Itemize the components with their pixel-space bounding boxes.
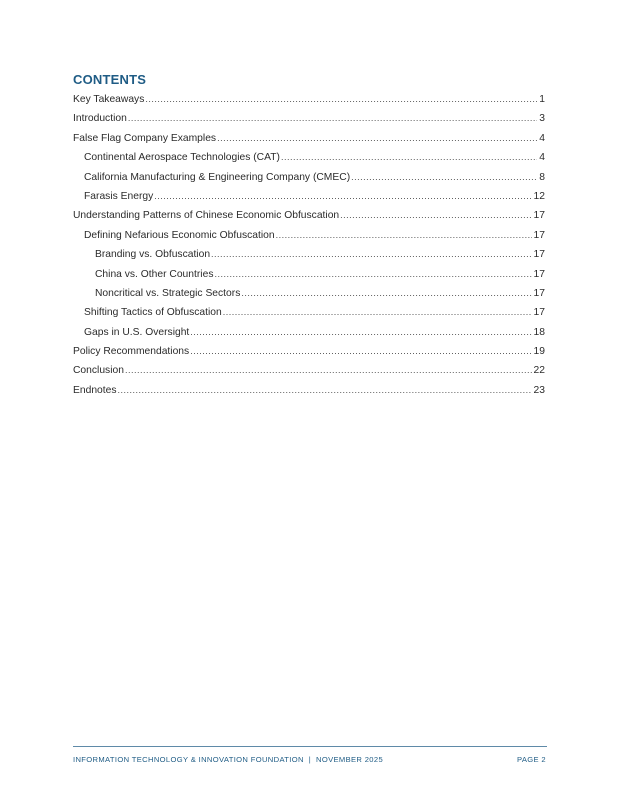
toc-entry-page: 18 [533, 326, 545, 338]
dot-leader [145, 90, 537, 109]
toc-entry-label: Defining Nefarious Economic Obfuscation [84, 229, 275, 241]
toc-entry-label: Understanding Patterns of Chinese Economic Obfuscation [73, 210, 340, 222]
dot-leader [154, 187, 531, 206]
toc-entry-label: Continental Aerospace Technologies (CAT) [84, 152, 280, 164]
toc-entry-gaps-oversight[interactable] [73, 323, 545, 342]
dot-leader [223, 303, 532, 322]
toc-entry-page: 23 [533, 384, 545, 396]
toc-entry-page: 22 [533, 365, 545, 377]
toc-entry-label: Endnotes [73, 384, 117, 396]
toc-entry-branding[interactable] [73, 245, 545, 264]
toc-entry-page: 3 [539, 113, 545, 125]
toc-entry-label: Conclusion [73, 365, 124, 377]
toc-entry-label: False Flag Company Examples [73, 132, 217, 144]
toc-entry-label: Key Takeaways [73, 94, 145, 105]
toc-entry-label: Noncritical vs. Strategic Sectors [95, 287, 241, 299]
toc-entry-page: 4 [539, 152, 545, 164]
toc-entry-label: Shifting Tactics of Obfuscation [84, 307, 222, 319]
dot-leader [276, 226, 532, 245]
dot-leader [190, 323, 531, 342]
dot-leader [118, 381, 532, 400]
dot-leader [340, 206, 531, 225]
footer-divider [73, 746, 547, 747]
toc-entry-label: Branding vs. Obfuscation [95, 249, 211, 261]
dot-leader [211, 245, 531, 264]
toc-entry-farasis[interactable] [73, 187, 545, 206]
contents-heading: CONTENTS [73, 72, 147, 87]
toc-entry-page: 17 [533, 249, 545, 261]
toc-entry-endnotes[interactable] [73, 381, 545, 400]
dot-leader [217, 129, 537, 148]
footer-page-number: PAGE 2 [517, 755, 546, 764]
toc-entry-policy-recommendations[interactable] [73, 342, 545, 361]
dot-leader [214, 265, 531, 284]
toc-entry-page: 17 [533, 307, 545, 319]
dot-leader [190, 342, 531, 361]
toc-entry-cat[interactable] [73, 148, 545, 167]
toc-entry-page: 1 [539, 94, 545, 105]
toc-entry-label: Policy Recommendations [73, 346, 190, 358]
toc-entry-label: California Manufacturing & Engineering Company (CMEC) [84, 171, 351, 183]
toc-entry-false-flag-examples[interactable] [73, 129, 545, 148]
toc-entry-shifting-tactics[interactable] [73, 303, 545, 322]
toc-entry-label: Farasis Energy [84, 190, 154, 202]
toc-entry-label: Gaps in U.S. Oversight [84, 326, 190, 338]
toc-entry-page: 17 [533, 268, 545, 280]
toc-entry-page: 8 [539, 171, 545, 183]
toc-entry-understanding-patterns[interactable] [73, 206, 545, 225]
toc-entry-page: 17 [533, 229, 545, 241]
footer-publisher: INFORMATION TECHNOLOGY & INNOVATION FOUNDATION | NOVEMBER 2025 [73, 755, 384, 764]
toc-entry-key-takeaways[interactable] [73, 90, 545, 109]
toc-entry-page: 19 [533, 346, 545, 358]
toc-entry-page: 17 [533, 287, 545, 299]
toc-entry-page: 4 [539, 132, 545, 144]
dot-leader [128, 109, 537, 128]
toc-entry-noncritical-vs-strategic[interactable] [73, 284, 545, 303]
toc-entry-label: Introduction [73, 113, 127, 125]
dot-leader [241, 284, 531, 303]
toc-entry-label: China vs. Other Countries [95, 268, 214, 280]
toc-entry-introduction[interactable] [73, 109, 545, 128]
toc-entry-defining-obfuscation[interactable] [73, 226, 545, 245]
toc-entry-china-vs-others[interactable] [73, 265, 545, 284]
dot-leader [281, 148, 537, 167]
toc-entry-page: 12 [533, 190, 545, 202]
dot-leader [351, 168, 537, 187]
toc-entry-conclusion[interactable] [73, 361, 545, 380]
toc-entry-page: 17 [533, 210, 545, 222]
table-of-contents [73, 90, 545, 400]
toc-entry-cmec[interactable] [73, 168, 545, 187]
dot-leader [125, 361, 532, 380]
